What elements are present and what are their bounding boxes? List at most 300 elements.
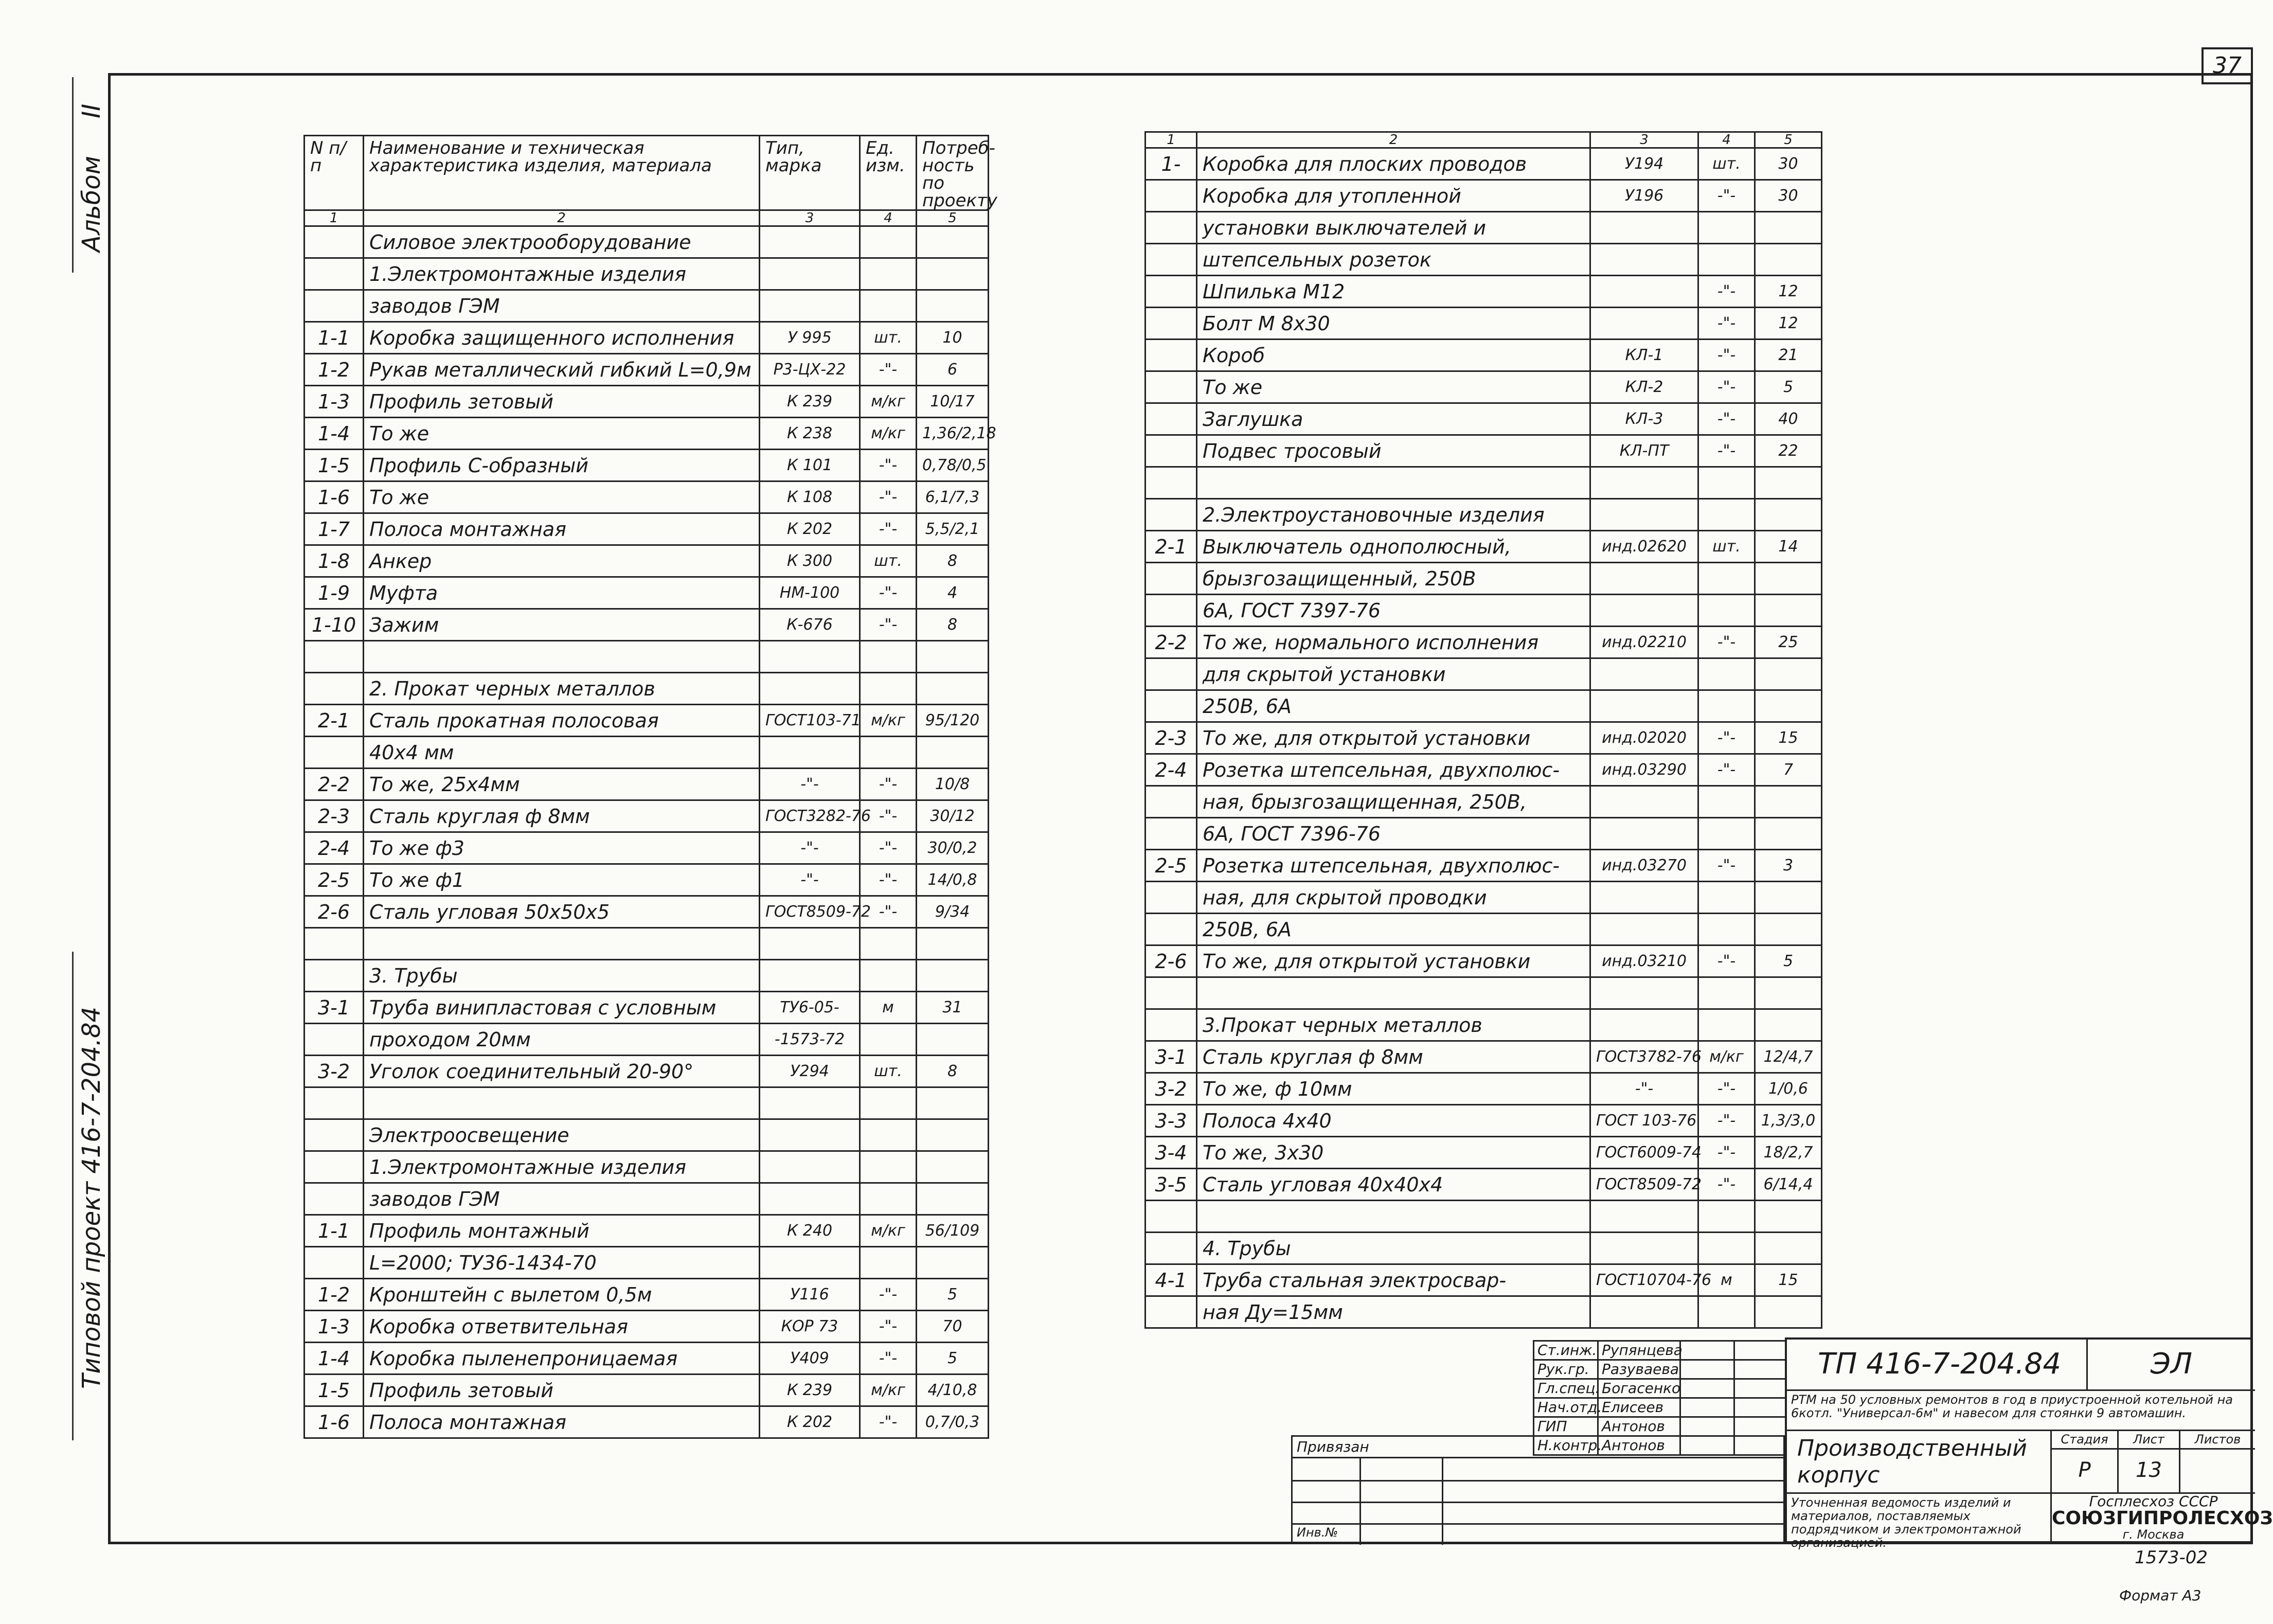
- item-number: 3-1: [1146, 1041, 1197, 1073]
- item-quantity: [917, 673, 989, 705]
- item-name: То же, ф 10мм: [1197, 1073, 1590, 1105]
- item-number: 1-4: [305, 418, 364, 450]
- signature-role: Ст.инж.: [1534, 1341, 1598, 1360]
- item-name: 6А, ГОСТ 7397-76: [1197, 595, 1590, 627]
- item-unit: [1698, 690, 1755, 722]
- left-table-row: [305, 1183, 989, 1215]
- item-name: штепсельных розеток: [1197, 244, 1590, 276]
- item-type: КОР 73: [760, 1311, 860, 1343]
- item-number: [305, 1151, 364, 1183]
- item-type: [1590, 563, 1698, 595]
- item-number: [305, 258, 364, 290]
- item-unit: [860, 1119, 917, 1151]
- right-table-row: [1146, 499, 1822, 531]
- item-type: -"-: [760, 832, 860, 864]
- item-type: У194: [1590, 148, 1698, 180]
- item-name: Розетка штепсельная, двухполюс-: [1197, 850, 1590, 882]
- item-number: [1146, 499, 1197, 531]
- item-quantity: [917, 226, 989, 258]
- item-type: КЛ-2: [1590, 371, 1698, 403]
- item-quantity: 8: [917, 1056, 989, 1087]
- organization-block: [2052, 1493, 2273, 1543]
- signature-role: Рук.гр.: [1534, 1360, 1598, 1379]
- item-name: То же, 3х30: [1197, 1137, 1590, 1169]
- item-quantity: 15: [1755, 722, 1822, 754]
- inventory-number-label: Инв.№: [1297, 1525, 1338, 1540]
- right-table-row: [1146, 658, 1822, 690]
- right-table-row: [1146, 563, 1822, 595]
- item-unit: [860, 737, 917, 769]
- item-unit: -"-: [860, 1406, 917, 1438]
- item-quantity: [1755, 977, 1822, 1009]
- sheet-value: 13: [2119, 1450, 2180, 1494]
- item-name: Полоса 4х40: [1197, 1105, 1590, 1137]
- item-number: 4-1: [1146, 1264, 1197, 1296]
- item-number: [1146, 340, 1197, 371]
- item-type: ГОСТ103-71: [760, 705, 860, 737]
- item-unit: [860, 226, 917, 258]
- item-unit: [1698, 882, 1755, 914]
- left-table-row: [305, 609, 989, 641]
- item-quantity: 1,3/3,0: [1755, 1105, 1822, 1137]
- item-unit: -"-: [860, 481, 917, 513]
- item-quantity: 30: [1755, 148, 1822, 180]
- item-unit: -"-: [860, 832, 917, 864]
- item-name: 250В, 6А: [1197, 914, 1590, 945]
- item-quantity: [1755, 467, 1822, 499]
- item-name: Шпилька М12: [1197, 276, 1590, 308]
- item-name: Розетка штепсельная, двухполюс-: [1197, 754, 1590, 786]
- item-name: Сталь прокатная полосовая: [364, 705, 760, 737]
- item-name: [364, 928, 760, 960]
- item-unit: -"-: [1698, 371, 1755, 403]
- item-unit: -"-: [1698, 1105, 1755, 1137]
- item-quantity: 15: [1755, 1264, 1822, 1296]
- right-table-row: [1146, 1041, 1822, 1073]
- left-table-row: [305, 1247, 989, 1279]
- item-name: ная Ду=15мм: [1197, 1296, 1590, 1328]
- item-name: ная, брызгозащищенная, 250В,: [1197, 786, 1590, 818]
- item-quantity: 12: [1755, 308, 1822, 340]
- signature-role: Гл.спец.: [1534, 1379, 1598, 1398]
- item-name: Сталь угловая 40х40х4: [1197, 1169, 1590, 1201]
- right-table-row: [1146, 914, 1822, 945]
- item-number: [1146, 180, 1197, 212]
- item-name: 3. Трубы: [364, 960, 760, 992]
- item-number: [1146, 818, 1197, 850]
- item-number: [1146, 690, 1197, 722]
- item-type: У409: [760, 1343, 860, 1375]
- right-table-row: [1146, 722, 1822, 754]
- item-unit: -"-: [860, 609, 917, 641]
- item-number: 2-6: [305, 896, 364, 928]
- item-quantity: [917, 960, 989, 992]
- left-col-numbers: [305, 210, 989, 226]
- item-type: -"-: [760, 864, 860, 896]
- item-type: [1590, 595, 1698, 627]
- item-unit: шт.: [860, 322, 917, 354]
- item-name: 4. Трубы: [1197, 1233, 1590, 1264]
- item-quantity: 10/8: [917, 769, 989, 800]
- left-table-row: [305, 1024, 989, 1056]
- item-name: Подвес тросовый: [1197, 435, 1590, 467]
- item-type: [1590, 1296, 1698, 1328]
- item-type: У196: [1590, 180, 1698, 212]
- item-type: У116: [760, 1279, 860, 1311]
- item-type: [1590, 1233, 1698, 1264]
- date-cell: [1734, 1398, 1786, 1417]
- item-quantity: 7: [1755, 754, 1822, 786]
- album-label: Альбом: [77, 156, 106, 252]
- left-table-row: [305, 705, 989, 737]
- item-number: 1-10: [305, 609, 364, 641]
- item-number: 2-2: [305, 769, 364, 800]
- item-quantity: [1755, 658, 1822, 690]
- grid-line: [1293, 1502, 1783, 1503]
- item-unit: -"-: [1698, 1073, 1755, 1105]
- item-unit: [1698, 1201, 1755, 1233]
- item-type: [1590, 1201, 1698, 1233]
- item-quantity: 0,7/0,3: [917, 1406, 989, 1438]
- side-divider-top: [72, 77, 74, 273]
- item-quantity: [1755, 212, 1822, 244]
- item-unit: [1698, 1009, 1755, 1041]
- item-type: ГОСТ 103-76: [1590, 1105, 1698, 1137]
- item-number: 2-1: [1146, 531, 1197, 563]
- left-table-row: [305, 1343, 989, 1375]
- item-name: То же ф3: [364, 832, 760, 864]
- right-table-row: [1146, 977, 1822, 1009]
- item-number: [1146, 308, 1197, 340]
- left-table-row: [305, 832, 989, 864]
- item-name: брызгозащищенный, 250В: [1197, 563, 1590, 595]
- item-number: 1-: [1146, 148, 1197, 180]
- item-name: 2. Прокат черных металлов: [364, 673, 760, 705]
- item-number: 1-4: [305, 1343, 364, 1375]
- left-table-row: [305, 737, 989, 769]
- item-type: К 240: [760, 1215, 860, 1247]
- left-table-row: [305, 1215, 989, 1247]
- right-table-row: [1146, 627, 1822, 658]
- item-number: [1146, 882, 1197, 914]
- date-cell: [1734, 1360, 1786, 1379]
- item-number: [1146, 786, 1197, 818]
- item-type: [760, 1087, 860, 1119]
- item-name: [364, 1087, 760, 1119]
- item-number: [305, 1119, 364, 1151]
- item-unit: -"-: [1698, 403, 1755, 435]
- item-number: [305, 226, 364, 258]
- item-number: [1146, 403, 1197, 435]
- item-quantity: [1755, 1201, 1822, 1233]
- item-type: [760, 226, 860, 258]
- left-table-row: [305, 290, 989, 322]
- item-unit: -"-: [860, 1279, 917, 1311]
- item-type: ГОСТ10704-76: [1590, 1264, 1698, 1296]
- signature-name: Рупянцева: [1598, 1341, 1680, 1360]
- item-type: У 995: [760, 322, 860, 354]
- item-quantity: [917, 641, 989, 673]
- item-unit: -"-: [1698, 180, 1755, 212]
- item-number: 1-6: [305, 481, 364, 513]
- item-number: 2-3: [1146, 722, 1197, 754]
- item-unit: [1698, 244, 1755, 276]
- right-table-row: [1146, 1169, 1822, 1201]
- left-table-row: [305, 513, 989, 545]
- item-quantity: 10: [917, 322, 989, 354]
- item-unit: [1698, 595, 1755, 627]
- drawing-mark: ЭЛ: [2088, 1340, 2255, 1391]
- item-name: Муфта: [364, 577, 760, 609]
- item-type: У294: [760, 1056, 860, 1087]
- item-type: К 101: [760, 450, 860, 481]
- right-table-row: [1146, 467, 1822, 499]
- left-table-row: [305, 354, 989, 386]
- item-quantity: 30/12: [917, 800, 989, 832]
- item-type: [1590, 786, 1698, 818]
- item-unit: м/кг: [1698, 1041, 1755, 1073]
- item-quantity: 3: [1755, 850, 1822, 882]
- item-unit: [860, 673, 917, 705]
- item-unit: [860, 1183, 917, 1215]
- item-number: [1146, 467, 1197, 499]
- right-table-row: [1146, 340, 1822, 371]
- item-name: [364, 641, 760, 673]
- signature-role: Нач.отд.: [1534, 1398, 1598, 1417]
- item-unit: [860, 1151, 917, 1183]
- right-table-row: [1146, 148, 1822, 180]
- item-quantity: 25: [1755, 627, 1822, 658]
- item-type: инд.02020: [1590, 722, 1698, 754]
- item-quantity: 5: [917, 1343, 989, 1375]
- item-name: Зажим: [364, 609, 760, 641]
- item-quantity: 5,5/2,1: [917, 513, 989, 545]
- item-quantity: [917, 290, 989, 322]
- item-quantity: [1755, 1009, 1822, 1041]
- item-quantity: 14/0,8: [917, 864, 989, 896]
- item-unit: -"-: [860, 354, 917, 386]
- item-number: 2-2: [1146, 627, 1197, 658]
- item-quantity: [917, 737, 989, 769]
- item-name: То же: [364, 481, 760, 513]
- item-name: То же, нормального исполнения: [1197, 627, 1590, 658]
- right-table-row: [1146, 1105, 1822, 1137]
- side-divider-bottom: [72, 952, 74, 1440]
- item-quantity: [1755, 563, 1822, 595]
- item-name: 3.Прокат черных металлов: [1197, 1009, 1590, 1041]
- item-unit: [860, 641, 917, 673]
- item-quantity: 8: [917, 545, 989, 577]
- item-unit: [1698, 818, 1755, 850]
- item-number: 3-1: [305, 992, 364, 1024]
- item-name: Профиль монтажный: [364, 1215, 760, 1247]
- right-table-row: [1146, 276, 1822, 308]
- item-type: Р3-ЦХ-22: [760, 354, 860, 386]
- item-name: 1.Электромонтажные изделия: [364, 258, 760, 290]
- item-type: [760, 1247, 860, 1279]
- right-table-row: [1146, 882, 1822, 914]
- left-table-row: [305, 896, 989, 928]
- item-type: [1590, 308, 1698, 340]
- signature-role: ГИП: [1534, 1417, 1598, 1436]
- item-unit: -"-: [860, 896, 917, 928]
- privyazan-label: Привязан: [1293, 1437, 1783, 1458]
- privyazan-grid: [1291, 1435, 1785, 1543]
- item-number: [1146, 563, 1197, 595]
- item-quantity: 31: [917, 992, 989, 1024]
- header-unit: Ед. изм.: [860, 136, 917, 210]
- item-type: [760, 290, 860, 322]
- item-quantity: 30: [1755, 180, 1822, 212]
- item-quantity: [1755, 1296, 1822, 1328]
- right-table-row: [1146, 371, 1822, 403]
- item-name: Полоса монтажная: [364, 513, 760, 545]
- left-header-row: [305, 136, 989, 210]
- item-type: -"-: [1590, 1073, 1698, 1105]
- item-unit: -"-: [860, 864, 917, 896]
- grid-line: [1293, 1523, 1783, 1525]
- item-number: 1-7: [305, 513, 364, 545]
- signature-cell: [1680, 1341, 1734, 1360]
- organization-ministry: Госплесхоз СССР: [2089, 1493, 2218, 1510]
- item-name: Сталь угловая 50х50х5: [364, 896, 760, 928]
- item-number: 3-2: [305, 1056, 364, 1087]
- col-number: 4: [860, 210, 917, 226]
- item-number: 2-5: [305, 864, 364, 896]
- item-quantity: [1755, 914, 1822, 945]
- item-number: [305, 1247, 364, 1279]
- header-qty: Потреб-ность по проекту: [917, 136, 989, 210]
- item-unit: -"-: [1698, 1169, 1755, 1201]
- item-quantity: 4: [917, 577, 989, 609]
- item-type: [1590, 212, 1698, 244]
- grid-line: [1442, 1458, 1443, 1545]
- item-name: [1197, 1201, 1590, 1233]
- item-number: [1146, 371, 1197, 403]
- sheet-number: 37: [2202, 47, 2253, 84]
- project-side-label: Типовой проект 416-7-204.84: [77, 1006, 106, 1389]
- item-number: 1-6: [305, 1406, 364, 1438]
- item-type: [1590, 977, 1698, 1009]
- item-number: 1-2: [305, 354, 364, 386]
- left-table-row: [305, 1087, 989, 1119]
- item-type: [1590, 914, 1698, 945]
- item-unit: [1698, 563, 1755, 595]
- item-type: -"-: [760, 769, 860, 800]
- left-table-row: [305, 673, 989, 705]
- signature-name: Антонов: [1598, 1417, 1680, 1436]
- item-unit: -"-: [860, 1343, 917, 1375]
- left-table-row: [305, 992, 989, 1024]
- item-quantity: 9/34: [917, 896, 989, 928]
- left-table-row: [305, 1151, 989, 1183]
- left-spec-table: [303, 135, 997, 1439]
- item-number: 2-6: [1146, 945, 1197, 977]
- item-name: Профиль зетовый: [364, 386, 760, 418]
- item-type: ГОСТ3782-76: [1590, 1041, 1698, 1073]
- item-name: Уголок соединительный 20-90°: [364, 1056, 760, 1087]
- item-type: ТУ6-05-: [760, 992, 860, 1024]
- item-type: К 239: [760, 386, 860, 418]
- item-unit: -"-: [860, 800, 917, 832]
- item-unit: шт.: [1698, 148, 1755, 180]
- right-table-row: [1146, 1296, 1822, 1328]
- item-number: [1146, 276, 1197, 308]
- left-table-row: [305, 928, 989, 960]
- right-table-row: [1146, 435, 1822, 467]
- item-type: [1590, 499, 1698, 531]
- item-name: Сталь круглая ф 8мм: [364, 800, 760, 832]
- signature-name: Антонов: [1598, 1436, 1680, 1455]
- item-unit: -"-: [1698, 340, 1755, 371]
- header-name: Наименование и техническая характеристика изделия, материала: [364, 136, 760, 210]
- item-quantity: [917, 1247, 989, 1279]
- item-unit: шт.: [860, 1056, 917, 1087]
- col-number: 5: [917, 210, 989, 226]
- item-quantity: 22: [1755, 435, 1822, 467]
- item-type: [760, 673, 860, 705]
- item-name: То же: [364, 418, 760, 450]
- item-number: 3-5: [1146, 1169, 1197, 1201]
- item-name: [1197, 977, 1590, 1009]
- title-block: [1785, 1337, 2273, 1550]
- right-table-row: [1146, 1137, 1822, 1169]
- item-type: КЛ-3: [1590, 403, 1698, 435]
- item-type: ГОСТ3282-76: [760, 800, 860, 832]
- signature-cell: [1680, 1417, 1734, 1436]
- item-name: Коробка пыленепроницаемая: [364, 1343, 760, 1375]
- signature-cell: [1680, 1379, 1734, 1398]
- date-cell: [1734, 1379, 1786, 1398]
- item-quantity: 0,78/0,5: [917, 450, 989, 481]
- signature-row: [1534, 1398, 1786, 1417]
- item-name: 250В, 6А: [1197, 690, 1590, 722]
- item-type: [1590, 658, 1698, 690]
- left-table-row: [305, 1056, 989, 1087]
- item-type: К-676: [760, 609, 860, 641]
- organization-name: СОЮЗГИПРОЛЕСХОЗ: [2052, 1508, 2273, 1529]
- item-name: Полоса монтажная: [364, 1406, 760, 1438]
- object-description: РТМ на 50 условных ремонтов в год в приустроенной котельной на 6котл. "Универсал-6м" и навесом для стоянки 9 автомашин.: [1787, 1391, 2255, 1431]
- col-number: 1: [1146, 132, 1197, 148]
- right-table-row: [1146, 212, 1822, 244]
- item-type: НМ-100: [760, 577, 860, 609]
- item-quantity: [917, 1024, 989, 1056]
- item-name: Короб: [1197, 340, 1590, 371]
- item-unit: м/кг: [860, 1215, 917, 1247]
- album-number: II: [77, 103, 106, 118]
- item-number: [305, 928, 364, 960]
- left-table-row: [305, 1279, 989, 1311]
- right-table-row: [1146, 531, 1822, 563]
- item-type: [1590, 1009, 1698, 1041]
- item-type: ГОСТ8509-72: [1590, 1169, 1698, 1201]
- item-quantity: [917, 1087, 989, 1119]
- left-table-row: [305, 1119, 989, 1151]
- item-type: К 300: [760, 545, 860, 577]
- stage-value: Р: [2052, 1450, 2119, 1494]
- signature-row: [1534, 1341, 1786, 1360]
- item-name: Болт М 8х30: [1197, 308, 1590, 340]
- item-quantity: 5: [1755, 371, 1822, 403]
- left-table-row: [305, 769, 989, 800]
- item-unit: -"-: [1698, 850, 1755, 882]
- right-table-row: [1146, 1233, 1822, 1264]
- item-name: Кронштейн с вылетом 0,5м: [364, 1279, 760, 1311]
- sheets-label: Листов: [2180, 1431, 2255, 1450]
- item-type: [760, 1119, 860, 1151]
- item-type: инд.03210: [1590, 945, 1698, 977]
